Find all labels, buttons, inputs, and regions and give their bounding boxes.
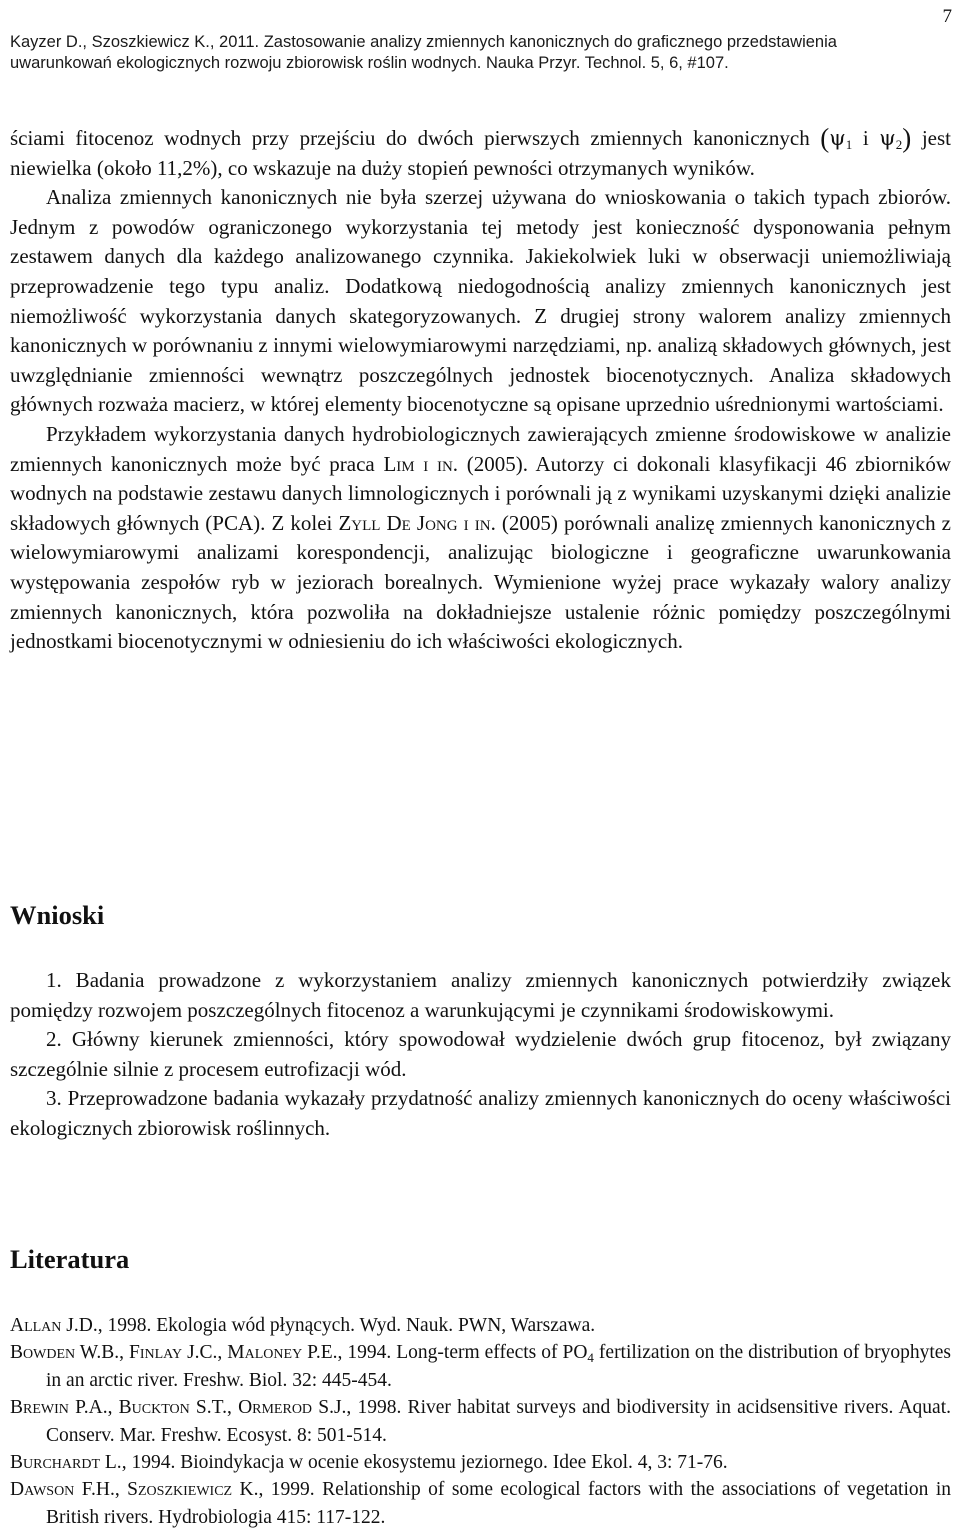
citation-lim: Lim i in.	[383, 451, 459, 476]
paragraph-2: Analiza zmiennych kanonicznych nie była szerzej używana do wnioskowania o takich typach zbiorów. Jednym z powodów ograniczonego wykorzystania tej metody jest konieczność dysponowania pełnym zestawem danych dla każdego analizowanego czynnika. Jakiekolwiek luki w obserwacji uniemożliwiają przeprowadzenie tego typu analiz. Dodatkową niedogodnością analizy zmiennych kanonicznych jest niemożliwość wykorzystania danych skategoryzowanych. Z drugiej strony walorem analizy zmiennych kanonicznych w porównaniu z innymi wielowymiarowymi narzędziami, np. analizą składowych głównych, jest uwzględnianie zmienności wewnątrz poszczególnych jednostek biocenotycznych. Analiza składowych głównych rozważa macierz, w której elementy biocenotyczne są opisane uprzednio uśrednionymi wartościami.	[10, 185, 951, 417]
reference-authors: Brewin P.A., Buckton S.T., Ormerod S.J.	[10, 1397, 347, 1419]
reference-text: , 1998. Ekologia wód płynących. Wyd. Nauk. PWN, Warszawa.	[97, 1315, 596, 1336]
literature-heading: Literatura	[10, 1244, 130, 1274]
reference-text: , 1994. Long-term effects of PO	[337, 1342, 588, 1364]
conclusion-item: 2. Główny kierunek zmienności, który spowodował wydzielenie dwóch grup fitocenoz, był związany szczególnie silnie z procesem eutrofizacji wód.	[10, 1027, 951, 1081]
reference-item	[10, 1476, 951, 1531]
paragraph-1	[10, 124, 951, 183]
reference-item	[10, 1394, 951, 1449]
paragraph-3	[10, 420, 951, 657]
psi-subscript-2: 2	[895, 137, 903, 152]
formula-close-paren: )	[902, 123, 912, 153]
conclusion-item: 3. Przeprowadzone badania wykazały przydatność analizy zmiennych kanonicznych do oceny właściwości ekologicznych zbiorowisk roślinnych.	[10, 1086, 951, 1140]
paragraph-1-text-a: ściami fitocenoz wodnych przy przejściu do dwóch pierwszych zmiennych kanonicznych	[10, 126, 810, 150]
reference-authors: Dawson F.H., Szoszkiewicz K.	[10, 1479, 259, 1501]
conclusions-list	[10, 966, 951, 1144]
formula-open-paren: (	[820, 123, 830, 153]
paragraph-3-text-a: Przykładem wykorzystania danych hydrobiologicznych zawierających zmienne środowiskowe w analizie zmiennych kanonicznych może być praca	[10, 421, 951, 476]
page-number: 7	[942, 6, 952, 27]
running-header	[10, 32, 955, 74]
reference-subscript: 4	[587, 1350, 594, 1366]
paragraph-3-text-c: (2005) porównali analizę zmiennych kanonicznych z wielowymiarowymi analizami korespondencji, analizując biologiczne i geograficzne uwarunkowania występowania zespołów ryb w jeziorach borealnych. Wymienione wyżej prace wykazały walory analizy zmiennych kanonicznych, która pozwoliła na dokładniejsze ustalenie różnic pomiędzy poszczególnymi jednostkami biocenotycznymi w odniesieniu do ich właściwości ekologicznych.	[10, 510, 951, 654]
psi-subscript-1: 1	[845, 137, 853, 152]
paragraph-3-text-b: (2005). Autorzy ci dokonali klasyfikacji 46 zbiorników wodnych na podstawie zestawu danych limnologicznych i porównali ją z wynikami uzyskanymi dzięki analizie składowych głównych (PCA). Z kolei	[10, 451, 951, 535]
reference-text: , 1998. River habitat surveys and biodiversity in acidsensitive rivers. Aquat. Conserv. Mar. Freshw. Ecosyst. 8: 501-514.	[46, 1397, 951, 1446]
conclusion-item: 1. Badania prowadzone z wykorzystaniem analizy zmiennych kanonicznych potwierdziły związek pomiędzy rozwojem poszczególnych fitocenoz a warunkującymi je czynnikami środowiskowymi.	[10, 968, 951, 1022]
reference-authors: Allan J.D.	[10, 1315, 98, 1336]
main-body	[10, 124, 951, 657]
citation-zyll: Zyll De Jong i in.	[338, 510, 496, 535]
formula-conjunction: i	[852, 126, 880, 150]
conclusions-heading: Wnioski	[10, 900, 105, 930]
reference-authors: Burchardt L.	[10, 1452, 122, 1474]
reference-text: fertilization on the distribution of bryophytes in an arctic river. Freshw. Biol. 32: 445-454.	[46, 1342, 951, 1391]
header-line-1: Kayzer D., Szoszkiewicz K., 2011. Zastosowanie analizy zmiennych kanonicznych do graficznego przedstawienia	[10, 33, 837, 51]
header-line-2: uwarunkowań ekologicznych rozwoju zbiorowisk roślin wodnych. Nauka Przyr. Technol. 5, 6, #107.	[10, 54, 729, 72]
psi-symbol-2: ψ	[879, 126, 896, 150]
psi-symbol-1: ψ	[829, 126, 846, 150]
reference-authors: Bowden W.B., Finlay J.C., Maloney P.E.	[10, 1342, 338, 1364]
reference-text: , 1999. Relationship of some ecological factors with the associations of vegetation in British rivers. Hydrobiologia 415: 117-122.	[46, 1479, 951, 1528]
reference-list	[10, 1312, 951, 1531]
reference-text: , 1994. Bioindykacja w ocenie ekosystemu jeziornego. Idee Ekol. 4, 3: 71-76.	[121, 1452, 728, 1474]
reference-item	[10, 1339, 951, 1394]
reference-item	[10, 1449, 951, 1476]
paragraph-1-text-b: jest niewielka (około 11,2%), co wskazuje na duży stopień pewności otrzymanych wyników.	[10, 126, 952, 180]
reference-item	[10, 1312, 951, 1339]
